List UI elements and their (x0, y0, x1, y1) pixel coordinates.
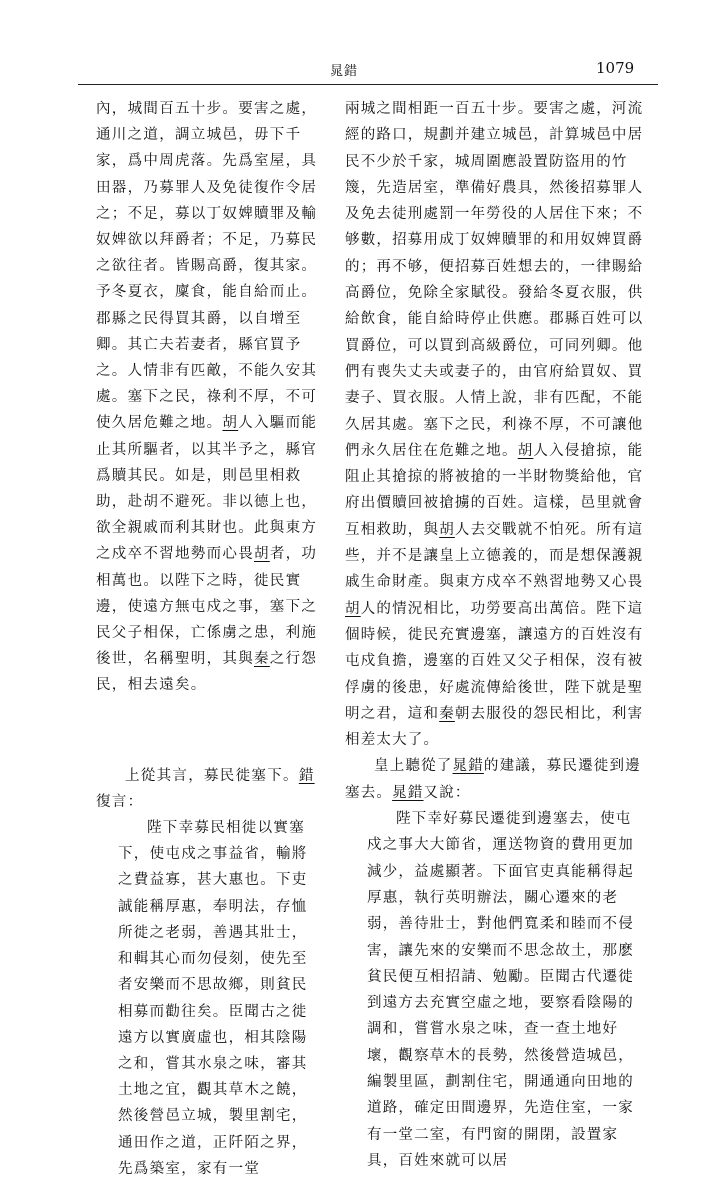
proper-noun-qin: 秦 (254, 651, 270, 668)
proper-noun-chao-cuo: 晁錯 (452, 758, 484, 775)
proper-noun-qin: 秦 (439, 705, 455, 722)
translation-paragraph-1: 兩城之間相距一百五十步。要害之處，河流經的路口，規劃并建立城邑，計算城邑中居民不少於千家，城周圍應設置防盜用的竹篾，先造居室，準備好農具，然後招募罪人及免去徒刑處罰一年勞役的人居住下來；不够數，招募用成丁奴婢贖罪的和用奴婢買爵的；再不够，便招募百姓想去的，一律賜給高爵位，免除全家賦役。發給冬夏衣服，供給飲食，能自給時停止供應。郡縣百姓可以買爵位，可以買到高級爵位，可同列卿。他們有喪失丈夫或妻子的，由官府給買奴、買妻子、買衣服。人情上說，非有匹配，不能久居其處。塞下之民，利祿不厚，不可讓他們永久居住在危難之地。胡人入侵搶掠，能阻止其搶掠的將被搶的一半財物獎給他，官府出價贖回被搶擄的百姓。這樣，邑里就會互相救助，與胡人去交戰就不怕死。所有這些，并不是讓皇上立德義的，而是想保護親戚生命財產。與東方戍卒不熟習地勢又心畏胡人的情況相比，功勞要高出萬倍。陛下這個時候，徙民充實邊塞，讓遠方的百姓沒有屯戍負擔，邊塞的百姓又父子相保，沒有被俘虜的後患，好處流傳給後世，陛下就是聖明之君，這和秦朝去服役的怨民相比，利害相差太大了。 (345, 101, 644, 749)
classical-quote: 陛下幸募民相徙以實塞下，使屯戍之事益省，輸將之費益寡，甚大惠也。下吏誠能稱厚惠，奉明法，存恤所徙之老弱，善遇其壯士，和輯其心而勿侵刻，使先至者安樂而不思故鄉，則貧民相募而勸往矣。臣聞古之徙遠方以實廣虛也，相其陰陽之和，嘗其水泉之味，審其土地之宜，觀其草木之饒，然後營邑立城，製里割宅，通田作之道，正阡陌之界，先爲築室，家有一堂 (118, 820, 308, 1177)
proper-noun-hu: 胡 (222, 415, 239, 432)
proper-noun-cuo: 錯 (298, 767, 315, 784)
proper-noun-hu: 胡 (439, 521, 455, 538)
classical-paragraph-1: 內，城間百五十步。要害之處，通川之道，調立城邑，毋下千家，爲中周虎落。先爲室屋，具田器，乃募罪人及免徒復作令居之；不足，募以丁奴婢贖罪及輸奴婢欲以拜爵者；不足，乃募民之欲往者。皆賜高爵，復其家。予冬夏衣，廩食，能自給而止。郡縣之民得買其爵，以自增至卿。其亡夫若妻者，縣官買予之。人情非有匹敵，不能久安其處。塞下之民，祿利不厚，不可使久居危難之地。胡人入驅而能止其所驅者，以其半予之，縣官爲贖其民。如是，則邑里相救助，赴胡不避死。非以德上也，欲全親戚而利其財也。此與東方之戍卒不習地勢而心畏胡者，功相萬也。以陛下之時，徙民實邊，使遠方無屯戍之事，塞下之民父子相保，亡係虜之患，利施後世，名稱聖明，其與秦之行怨民，相去遠矣。 (96, 101, 318, 694)
classical-text-column (96, 96, 318, 1182)
classical-paragraph-2: 上從其言，募民徙塞下。錯復言： (96, 767, 315, 810)
proper-noun-hu: 胡 (517, 442, 534, 459)
header-rule (78, 84, 658, 85)
translation-paragraph-2: 皇上聽從了晁錯的建議，募民遷徙到邊塞去。晁錯又說： (345, 758, 641, 801)
proper-noun-hu: 胡 (254, 546, 270, 563)
proper-noun-hu: 胡 (345, 600, 361, 617)
page-header (0, 60, 716, 82)
proper-noun-chao-cuo: 晁錯 (392, 784, 424, 801)
running-title: 晁錯 (330, 64, 359, 79)
page-number: 1079 (596, 59, 635, 77)
translation-quote: 陛下幸好募民遷徙到邊塞去，使屯戍之事大大節省，運送物資的費用更加減少，益處顯著。下面官吏真能稱得起厚惠，執行英明辦法，關心遷來的老弱，善待壯士，對他們寬柔和睦而不侵害，讓先來的安樂而不思念故土，那麽貧民便互相招請、勉勵。臣聞古代遷徙到遠方去充實空虛之地，要察看陰陽的調和，嘗嘗水泉之味，查一查土地好壞，觀察草木的長勢，然後營造城邑，編製里區，劃割住宅，開通通向田地的道路，確定田間邊界，先造住室，一家有一堂二室，有門窗的開閉，設置家具，百姓來就可以居 (367, 811, 634, 1169)
translation-column (345, 96, 645, 1174)
